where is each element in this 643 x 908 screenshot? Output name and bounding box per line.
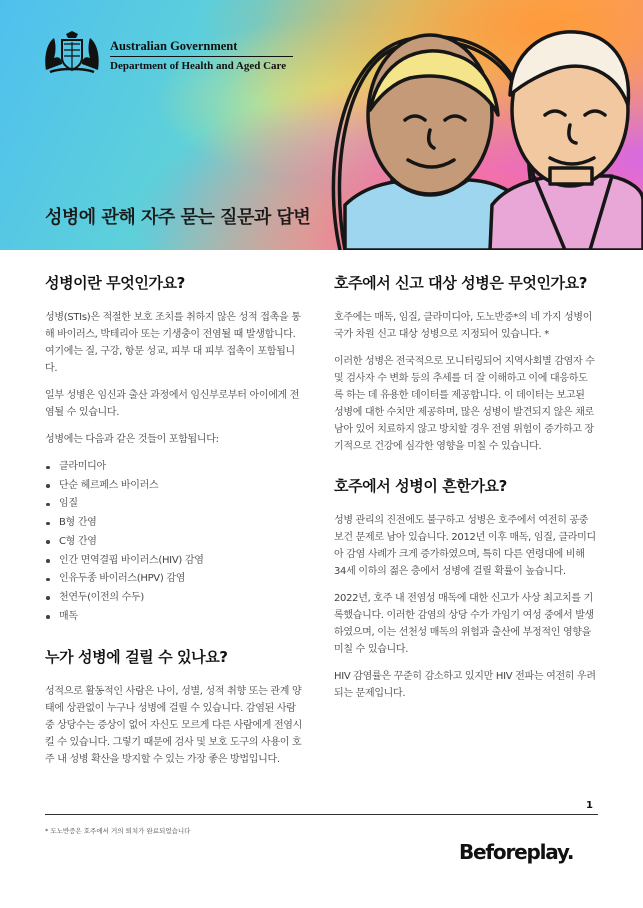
list-item: C형 간염 — [45, 533, 307, 552]
list-item: 인유두종 바이러스(HPV) 감염 — [45, 570, 307, 589]
paragraph: 호주에는 매독, 임질, 클라미디아, 도노반증*의 네 가지 성병이 국가 차원 신고 대상 성병으로 지정되어 있습니다. * — [334, 312, 593, 340]
list-item: B형 간염 — [45, 514, 307, 533]
australian-government-logo — [40, 30, 295, 76]
sti-list — [45, 458, 307, 626]
department-name: Department of Health and Aged Care — [110, 60, 287, 72]
footer-divider — [45, 814, 598, 815]
page-title: 성병에 관해 자주 묻는 질문과 답변 — [45, 207, 311, 228]
government-name: Australian Government — [110, 39, 238, 53]
footnote: * 도노반증은 호주에서 거의 퇴치가 완료되었습니다 — [45, 827, 191, 835]
paragraph: 일부 성병은 임신과 출산 과정에서 임신부로부터 아이에게 전염될 수 있습니다. — [45, 390, 300, 418]
left-column — [45, 272, 307, 778]
paragraph: 성적으로 활동적인 사람은 나이, 성별, 성적 취향 또는 관계 양태에 상관없이 누구나 성병에 걸릴 수 있습니다. 감염된 사람 중 상당수는 증상이 없어 자신도 모르게 다른 사람에게 전염시킬 수 있습니다. 그렇기 때문에 검사 및 보호 도구의 사용이 호주 내 성병 확산을 방지할 수 있는 가장 좋은 방법입니다. — [45, 686, 303, 766]
list-item: 임질 — [45, 495, 307, 514]
coat-of-arms-icon — [40, 30, 104, 76]
list-item: 매독 — [45, 608, 307, 627]
list-item: 클라미디아 — [45, 458, 307, 477]
section-heading-what-are-stis: 성병이란 무엇인가요? — [45, 274, 185, 292]
section-heading-who-can-get-stis: 누가 성병에 걸릴 수 있나요? — [45, 648, 228, 667]
hero-banner — [0, 0, 643, 250]
page-number: 1 — [586, 800, 593, 811]
beforeplay-logo: Beforeplay. — [459, 840, 574, 864]
list-item: 인간 면역결핍 바이러스(HIV) 감염 — [45, 552, 307, 571]
right-column — [334, 272, 596, 712]
list-item: 천연두(이전의 수두) — [45, 589, 307, 608]
list-item: 단순 헤르페스 바이러스 — [45, 477, 307, 496]
paragraph: 성병 관리의 진전에도 불구하고 성병은 호주에서 여전히 공중 보건 문제로 남아 있습니다. 2012년 이후 매독, 임질, 클라미디아 감염 사례가 크게 증가하였으며, 특히 다른 연령대에 비해 34세 이하의 젊은 층에서 성병에 걸릴 확률이 높습니다. — [334, 515, 596, 577]
logo-divider — [110, 56, 293, 57]
paragraph: HIV 감염률은 꾸준히 감소하고 있지만 HIV 전파는 여전히 우려되는 문제입니다. — [334, 671, 596, 699]
paragraph: 성병(STIs)은 적절한 보호 조치를 취하지 않은 성적 접촉을 통해 바이러스, 박테리아 또는 기생충이 전염될 때 발생합니다. 여기에는 질, 구강, 항문 성교, 피부 대 피부 접촉이 포함됩니다. — [45, 312, 301, 374]
paragraph: 성병에는 다음과 같은 것들이 포함됩니다: — [45, 434, 219, 445]
paragraph: 이러한 성병은 전국적으로 모니터링되어 지역사회별 감염자 수 및 검사자 수 변화 등의 추세를 더 잘 이해하고 이에 대응하도록 하는 데 유용한 데이터를 제공합니다. 이 데이터는 보고된 성병에 대한 수치만 제공하며, 많은 성병이 발견되지 않은 채로 남아 있어 치료하지 않고 방치할 경우 전염 위험이 증가하고 장기적으로 건강에 심각한 영향을 미칠 수 있습니다. — [334, 356, 595, 452]
paragraph: 2022년, 호주 내 전염성 매독에 대한 신고가 사상 최고치를 기록했습니다. 이러한 감염의 상당 수가 가임기 여성 중에서 발생하였으며, 이는 선천성 매독의 위험과 출산에 부정적인 영향을 미칠 수 있습니다. — [334, 593, 594, 655]
section-heading-are-stis-common: 호주에서 성병이 흔한가요? — [334, 477, 507, 495]
section-heading-notifiable-stis: 호주에서 신고 대상 성병은 무엇인가요? — [334, 274, 588, 292]
